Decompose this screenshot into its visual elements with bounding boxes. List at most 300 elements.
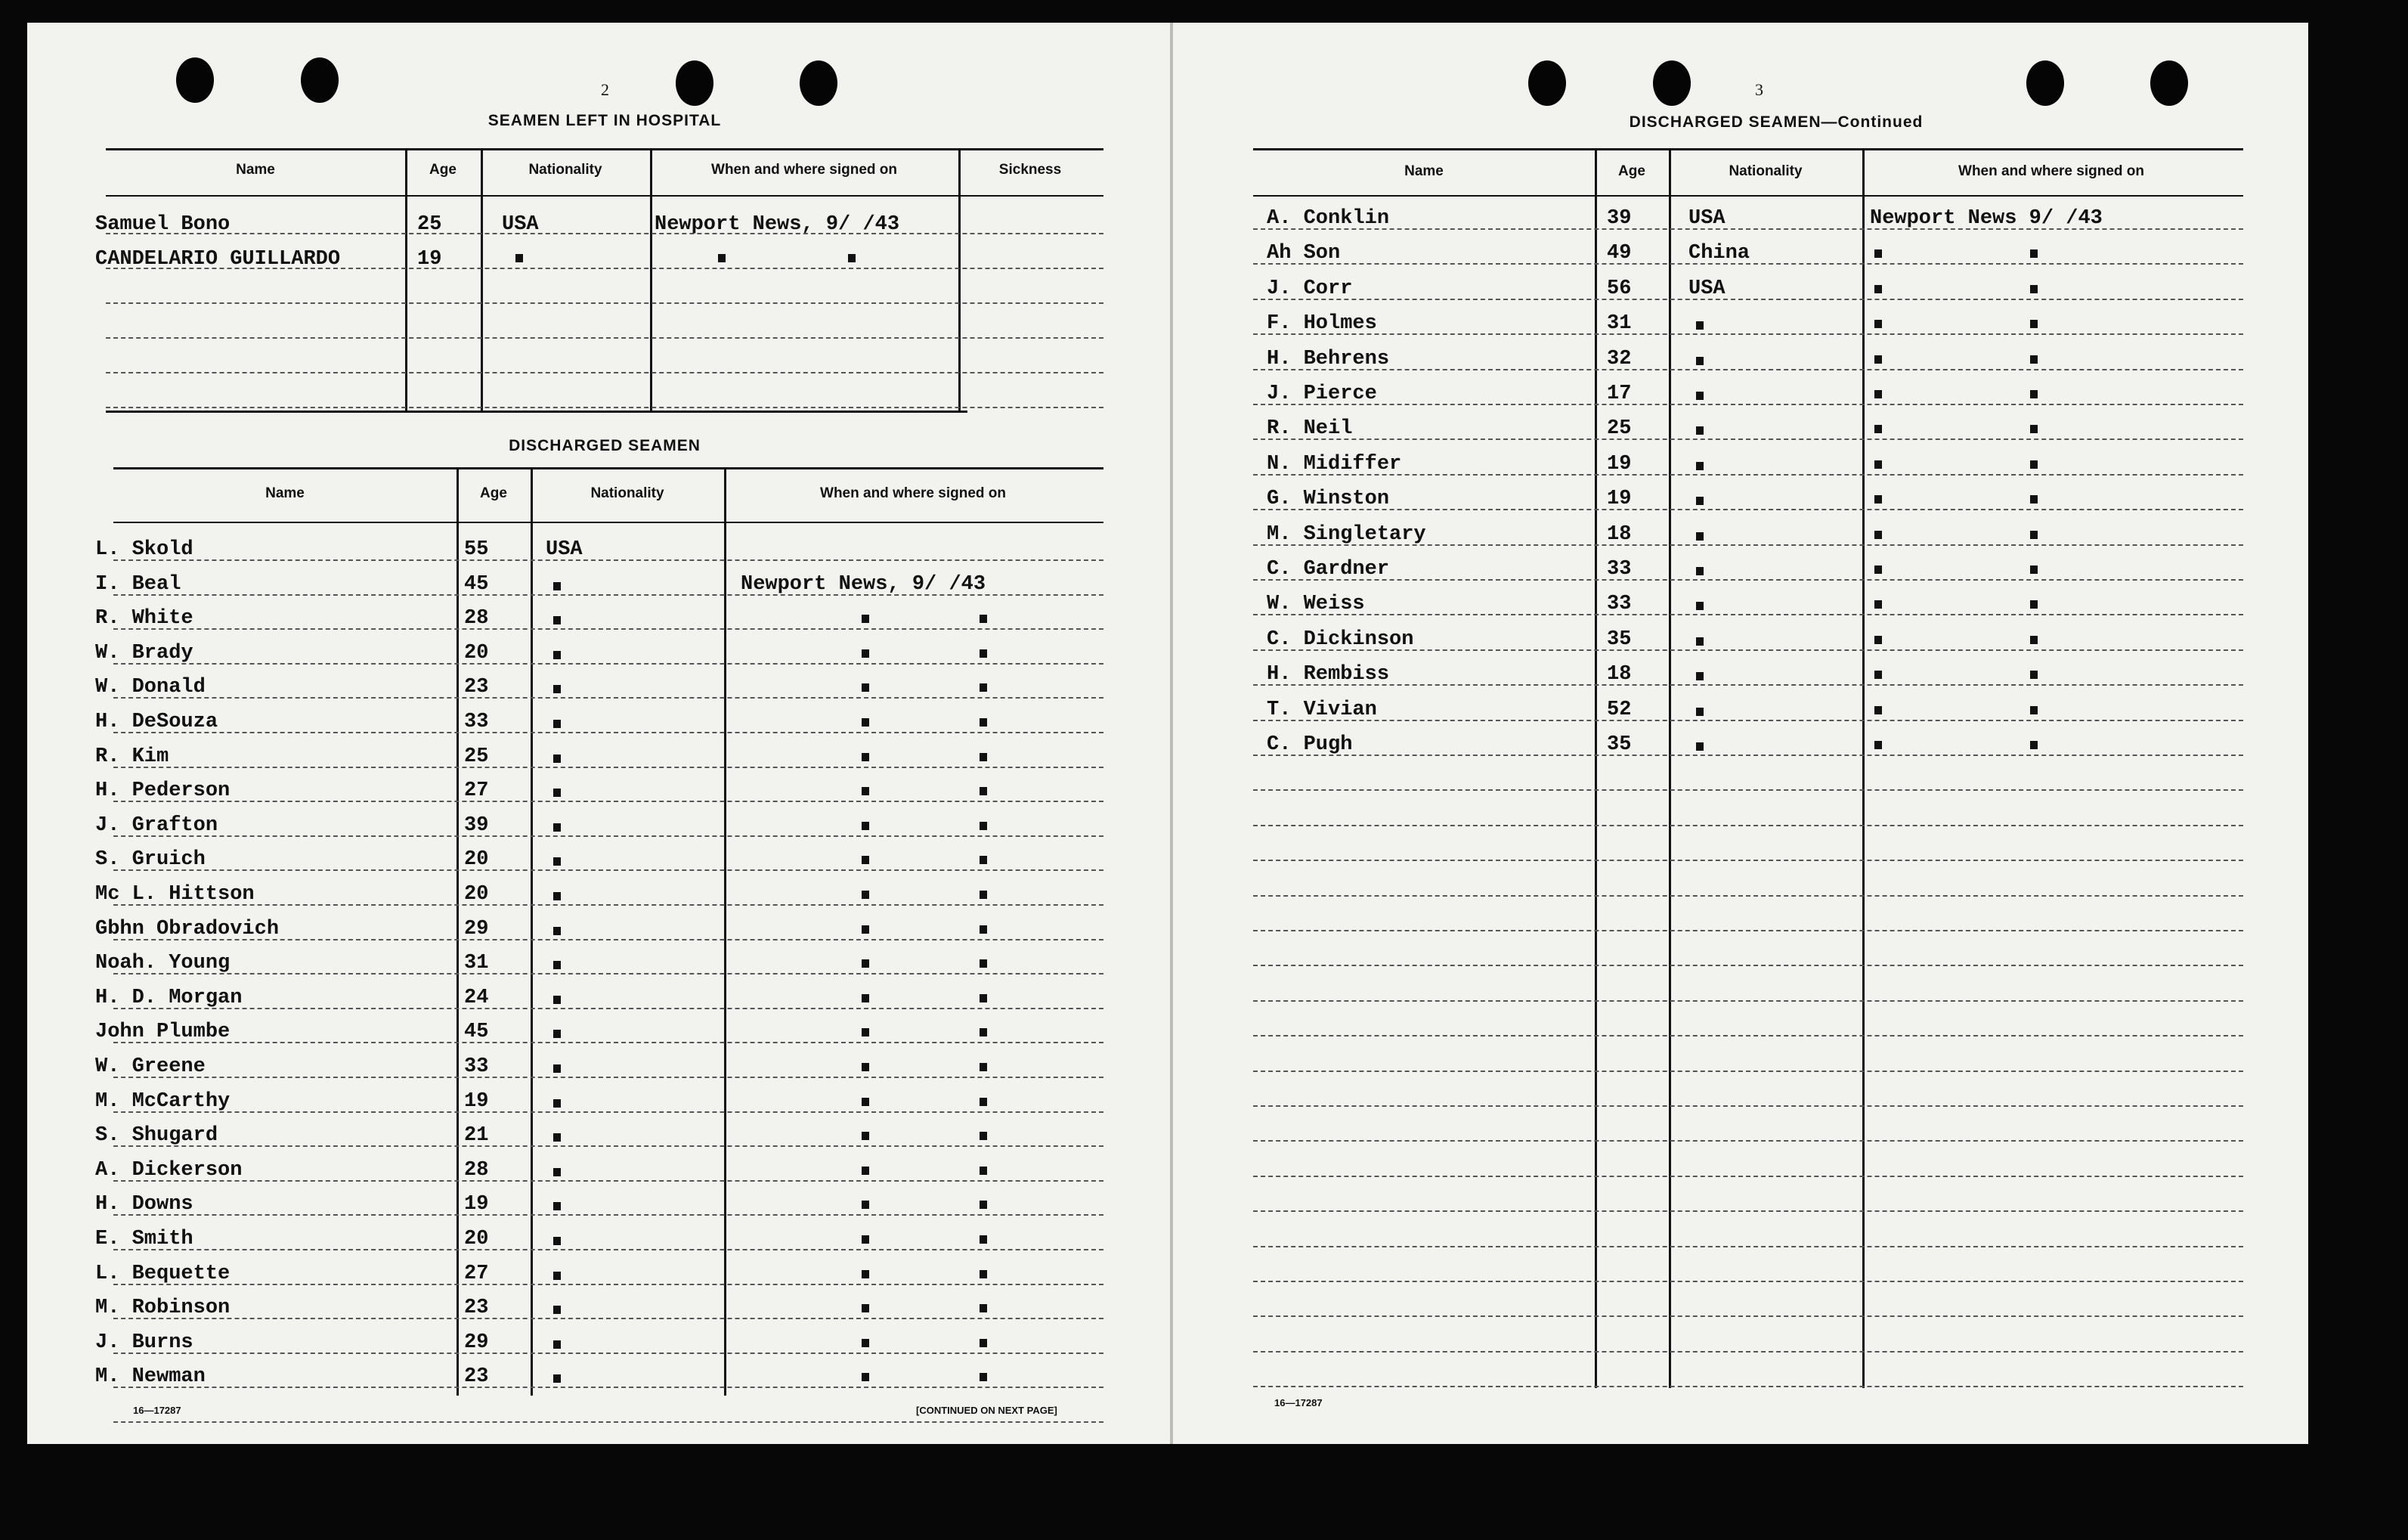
ruled-line xyxy=(113,559,1103,561)
discharged-name: E. Smith xyxy=(95,1228,193,1250)
ruled-line xyxy=(113,1077,1103,1078)
date-ditto-mark xyxy=(980,649,987,658)
place-ditto-mark xyxy=(862,1304,869,1312)
continued-note: [CONTINUED ON NEXT PAGE] xyxy=(916,1405,1057,1416)
discharged-name: I. Beal xyxy=(95,573,181,596)
ruled-line xyxy=(113,1284,1103,1285)
continued-name: R. Neil xyxy=(1267,417,1353,440)
place-ditto-mark xyxy=(862,1028,869,1036)
binder-hole xyxy=(301,57,339,103)
ruled-line xyxy=(106,302,1103,304)
place-ditto-mark xyxy=(862,1270,869,1278)
continued-age: 33 xyxy=(1607,593,1632,615)
date-ditto-mark xyxy=(2030,671,2038,679)
discharged-age: 20 xyxy=(464,1228,489,1250)
date-ditto-mark xyxy=(2030,636,2038,644)
date-ditto-mark xyxy=(2030,355,2038,364)
date-ditto-mark xyxy=(2030,285,2038,293)
ruled-line xyxy=(1253,614,2243,615)
table-rule xyxy=(113,522,1103,523)
binder-hole xyxy=(676,60,713,106)
discharged-age: 24 xyxy=(464,987,489,1009)
discharged-name: John Plumbe xyxy=(95,1021,231,1043)
date-ditto-mark xyxy=(2030,460,2038,469)
continued-name: H. Behrens xyxy=(1267,348,1390,370)
discharged-age: 29 xyxy=(464,918,489,940)
date-ditto-mark xyxy=(980,753,987,761)
discharged-age: 29 xyxy=(464,1331,489,1354)
date-ditto-mark xyxy=(980,615,987,623)
place-ditto-mark xyxy=(1874,531,1882,539)
nationality-ditto-mark xyxy=(1696,497,1704,505)
discharged-name: R. White xyxy=(95,607,193,630)
discharged-age: 33 xyxy=(464,1055,489,1078)
column-divider xyxy=(724,467,726,1396)
ruled-line xyxy=(1253,1035,2243,1036)
nationality-ditto-mark xyxy=(553,1202,561,1210)
place-ditto-mark xyxy=(1874,671,1882,679)
continued-name: W. Weiss xyxy=(1267,593,1365,615)
date-ditto-mark xyxy=(980,718,987,727)
continued-name: C. Gardner xyxy=(1267,558,1390,581)
continued-age: 25 xyxy=(1607,417,1632,440)
place-ditto-mark xyxy=(862,787,869,795)
ruled-line xyxy=(113,801,1103,802)
ruled-line xyxy=(1253,1351,2243,1353)
continued-header-name: Name xyxy=(1404,163,1444,179)
continued-age: 49 xyxy=(1607,242,1632,265)
discharged-name: Noah. Young xyxy=(95,952,231,975)
discharged-age: 20 xyxy=(464,848,489,871)
date-ditto-mark xyxy=(2030,600,2038,609)
page-number-left: 2 xyxy=(601,80,609,99)
manifest-sheet xyxy=(27,23,2308,1444)
nationality-ditto-mark xyxy=(553,857,561,866)
ruled-line xyxy=(1253,720,2243,721)
place-ditto-mark xyxy=(862,1373,869,1381)
place-ditto-mark xyxy=(1874,565,1882,574)
continued-name: H. Rembiss xyxy=(1267,663,1390,686)
discharged-age: 21 xyxy=(464,1124,489,1147)
continued-age: 32 xyxy=(1607,348,1632,370)
place-ditto-mark xyxy=(862,994,869,1002)
continued-age: 19 xyxy=(1607,453,1632,476)
continued-nationality: USA xyxy=(1688,277,1726,300)
discharged-age: 39 xyxy=(464,814,489,837)
ruled-line xyxy=(113,1214,1103,1216)
ruled-line xyxy=(113,732,1103,733)
place-ditto-mark xyxy=(1874,390,1882,398)
discharged-name: W. Greene xyxy=(95,1055,206,1078)
nationality-ditto-mark xyxy=(553,755,561,763)
nationality-ditto-mark xyxy=(553,961,561,969)
discharged-age: 20 xyxy=(464,642,489,665)
ruled-line xyxy=(1253,369,2243,370)
ruled-line xyxy=(1253,1071,2243,1072)
place-ditto-mark xyxy=(1874,249,1882,258)
nationality-ditto-mark xyxy=(553,1340,561,1349)
discharged-name: R. Kim xyxy=(95,745,169,768)
continued-age: 18 xyxy=(1607,523,1632,546)
nationality-ditto-mark xyxy=(1696,426,1704,435)
continued-age: 52 xyxy=(1607,699,1632,721)
ruled-line xyxy=(1253,1000,2243,1002)
ruled-line xyxy=(1253,1315,2243,1317)
column-divider xyxy=(457,467,459,1396)
date-ditto-mark xyxy=(2030,741,2038,749)
place-ditto-mark xyxy=(862,615,869,623)
ruled-line xyxy=(113,1353,1103,1354)
discharged-name: Gbhn Obradovich xyxy=(95,918,280,940)
table-rule xyxy=(106,148,1103,150)
ruled-line xyxy=(113,697,1103,699)
nationality-ditto-mark xyxy=(1696,567,1704,575)
discharged-name: H. Downs xyxy=(95,1193,193,1216)
continued-name: T. Vivian xyxy=(1267,699,1377,721)
date-ditto-mark xyxy=(2030,320,2038,328)
discharged-signed-on: Newport News, 9/ /43 xyxy=(741,573,986,596)
ruled-line xyxy=(1253,860,2243,861)
discharged-name: M. Newman xyxy=(95,1365,206,1388)
ruled-line xyxy=(113,767,1103,768)
date-ditto-mark xyxy=(980,1063,987,1071)
hospital-header-age: Age xyxy=(429,162,457,178)
ruled-line xyxy=(113,1318,1103,1319)
column-divider xyxy=(531,467,533,1396)
table-rule xyxy=(1253,148,2243,150)
place-ditto-mark xyxy=(862,718,869,727)
ruled-line xyxy=(1253,895,2243,897)
date-ditto-mark xyxy=(980,1304,987,1312)
discharged-name: J. Burns xyxy=(95,1331,193,1354)
discharged-age: 20 xyxy=(464,883,489,906)
place-ditto-mark xyxy=(862,683,869,692)
continued-name: A. Conklin xyxy=(1267,207,1390,230)
binder-hole xyxy=(2026,60,2064,106)
place-ditto-mark xyxy=(862,822,869,830)
binder-hole xyxy=(800,60,837,106)
continued-name: N. Midiffer xyxy=(1267,453,1402,476)
discharged-age: 28 xyxy=(464,607,489,630)
place-ditto-mark xyxy=(862,649,869,658)
ruled-line xyxy=(113,1387,1103,1388)
discharged-age: 33 xyxy=(464,711,489,733)
discharged-continued-title: DISCHARGED SEAMEN—Continued xyxy=(1629,113,1924,131)
date-ditto-mark xyxy=(980,1201,987,1209)
place-ditto-mark xyxy=(862,891,869,899)
discharged-nationality: USA xyxy=(546,538,583,561)
ruled-line xyxy=(1253,1281,2243,1282)
discharged-age: 23 xyxy=(464,676,489,699)
discharged-name: S. Shugard xyxy=(95,1124,218,1147)
nationality-ditto-mark xyxy=(553,1099,561,1108)
hospital-section-title: SEAMEN LEFT IN HOSPITAL xyxy=(487,112,722,129)
place-ditto-mark xyxy=(1874,706,1882,714)
hospital-header-sickness: Sickness xyxy=(998,162,1062,178)
date-ditto-mark xyxy=(848,254,856,262)
ruled-line xyxy=(1253,755,2243,756)
hospital-header-signed-on: When and where signed on xyxy=(711,162,897,178)
date-ditto-mark xyxy=(980,683,987,692)
ruled-line xyxy=(113,904,1103,906)
date-ditto-mark xyxy=(980,925,987,934)
discharged-name: W. Brady xyxy=(95,642,193,665)
nationality-ditto-mark xyxy=(553,685,561,693)
nationality-ditto-mark xyxy=(1696,708,1704,716)
place-ditto-mark xyxy=(1874,495,1882,504)
ruled-line xyxy=(113,1249,1103,1250)
nationality-ditto-mark xyxy=(1696,392,1704,400)
place-ditto-mark xyxy=(862,1167,869,1175)
date-ditto-mark xyxy=(980,1167,987,1175)
ruled-line xyxy=(1253,930,2243,931)
nationality-ditto-mark xyxy=(515,254,523,262)
binder-hole xyxy=(2150,60,2188,106)
continued-name: Ah Son xyxy=(1267,242,1341,265)
ruled-line xyxy=(113,1421,1103,1423)
continued-name: C. Pugh xyxy=(1267,733,1353,756)
discharged-header-name: Name xyxy=(265,485,305,501)
continued-age: 35 xyxy=(1607,733,1632,756)
place-ditto-mark xyxy=(862,925,869,934)
nationality-ditto-mark xyxy=(553,1306,561,1314)
discharged-name: L. Bequette xyxy=(95,1263,231,1285)
discharged-name: M. Robinson xyxy=(95,1297,231,1319)
continued-name: C. Dickinson xyxy=(1267,628,1414,651)
place-ditto-mark xyxy=(862,1201,869,1209)
date-ditto-mark xyxy=(2030,495,2038,504)
place-ditto-mark xyxy=(862,1063,869,1071)
place-ditto-mark xyxy=(862,1339,869,1347)
nationality-ditto-mark xyxy=(553,616,561,624)
ruled-line xyxy=(1253,438,2243,440)
hospital-age: 19 xyxy=(417,248,442,271)
ruled-line xyxy=(113,1180,1103,1182)
nationality-ditto-mark xyxy=(553,1168,561,1176)
date-ditto-mark xyxy=(2030,425,2038,433)
discharged-age: 23 xyxy=(464,1365,489,1388)
nationality-ditto-mark xyxy=(553,720,561,728)
ruled-line xyxy=(113,663,1103,665)
ruled-line xyxy=(113,628,1103,630)
place-ditto-mark xyxy=(1874,636,1882,644)
discharged-age: 27 xyxy=(464,779,489,802)
place-ditto-mark xyxy=(1874,460,1882,469)
place-ditto-mark xyxy=(862,1098,869,1106)
continued-age: 33 xyxy=(1607,558,1632,581)
place-ditto-mark xyxy=(1874,355,1882,364)
discharged-age: 31 xyxy=(464,952,489,975)
page-number-right: 3 xyxy=(1755,80,1763,99)
date-ditto-mark xyxy=(980,1235,987,1244)
hospital-name: CANDELARIO GUILLARDO xyxy=(95,248,341,271)
hospital-age: 25 xyxy=(417,213,442,236)
discharged-age: 28 xyxy=(464,1159,489,1182)
nationality-ditto-mark xyxy=(553,789,561,797)
discharged-name: Mc L. Hittson xyxy=(95,883,255,906)
ruled-line xyxy=(1253,789,2243,791)
binder-hole xyxy=(1653,60,1691,106)
discharged-age: 23 xyxy=(464,1297,489,1319)
nationality-ditto-mark xyxy=(553,582,561,590)
continued-name: G. Winston xyxy=(1267,488,1390,510)
nationality-ditto-mark xyxy=(1696,532,1704,541)
continued-name: F. Holmes xyxy=(1267,312,1377,335)
continued-age: 35 xyxy=(1607,628,1632,651)
continued-age: 31 xyxy=(1607,312,1632,335)
nationality-ditto-mark xyxy=(1696,462,1704,470)
continued-header-nationality: Nationality xyxy=(1729,163,1803,179)
discharged-age: 45 xyxy=(464,573,489,596)
place-ditto-mark xyxy=(718,254,726,262)
date-ditto-mark xyxy=(980,1028,987,1036)
date-ditto-mark xyxy=(980,787,987,795)
place-ditto-mark xyxy=(1874,741,1882,749)
nationality-ditto-mark xyxy=(553,1064,561,1073)
date-ditto-mark xyxy=(980,1270,987,1278)
place-ditto-mark xyxy=(862,856,869,864)
discharged-age: 19 xyxy=(464,1090,489,1113)
nationality-ditto-mark xyxy=(1696,321,1704,330)
nationality-ditto-mark xyxy=(553,996,561,1004)
hospital-signed-on: Newport News, 9/ /43 xyxy=(655,213,900,236)
continued-name: M. Singletary xyxy=(1267,523,1426,546)
page-fold xyxy=(1170,23,1173,1444)
ruled-line xyxy=(1253,1246,2243,1247)
ruled-line xyxy=(1253,1140,2243,1142)
date-ditto-mark xyxy=(980,1373,987,1381)
place-ditto-mark xyxy=(862,1235,869,1244)
ruled-line xyxy=(1253,333,2243,335)
date-ditto-mark xyxy=(980,1132,987,1140)
ruled-line xyxy=(1253,509,2243,510)
ruled-line xyxy=(106,372,1103,373)
continued-age: 56 xyxy=(1607,277,1632,300)
discharged-name: H. Pederson xyxy=(95,779,231,802)
place-ditto-mark xyxy=(1874,320,1882,328)
hospital-nationality: USA xyxy=(502,213,539,236)
nationality-ditto-mark xyxy=(553,892,561,900)
ruled-line xyxy=(106,407,1103,408)
date-ditto-mark xyxy=(980,994,987,1002)
ruled-line xyxy=(113,973,1103,975)
table-rule xyxy=(106,195,1103,197)
place-ditto-mark xyxy=(862,1132,869,1140)
discharged-age: 45 xyxy=(464,1021,489,1043)
discharged-header-signed-on: When and where signed on xyxy=(820,485,1006,501)
continued-nationality: China xyxy=(1688,242,1750,265)
date-ditto-mark xyxy=(2030,531,2038,539)
continued-name: J. Pierce xyxy=(1267,383,1377,405)
continued-header-age: Age xyxy=(1618,163,1645,179)
date-ditto-mark xyxy=(980,856,987,864)
discharged-name: H. DeSouza xyxy=(95,711,218,733)
nationality-ditto-mark xyxy=(553,1237,561,1245)
ruled-line xyxy=(106,233,1103,234)
discharged-name: H. D. Morgan xyxy=(95,987,243,1009)
ruled-line xyxy=(106,337,1103,339)
nationality-ditto-mark xyxy=(553,651,561,659)
ruled-line xyxy=(113,1145,1103,1147)
continued-nationality: USA xyxy=(1688,207,1726,230)
discharged-header-age: Age xyxy=(480,485,507,501)
form-number-right: 16—17287 xyxy=(1274,1397,1323,1408)
hospital-header-name: Name xyxy=(236,162,275,178)
discharged-section-title: DISCHARGED SEAMEN xyxy=(509,437,701,454)
nationality-ditto-mark xyxy=(553,1030,561,1038)
continued-age: 17 xyxy=(1607,383,1632,405)
nationality-ditto-mark xyxy=(1696,637,1704,646)
nationality-ditto-mark xyxy=(553,927,561,935)
date-ditto-mark xyxy=(2030,706,2038,714)
date-ditto-mark xyxy=(980,891,987,899)
continued-age: 18 xyxy=(1607,663,1632,686)
continued-age: 39 xyxy=(1607,207,1632,230)
date-ditto-mark xyxy=(980,1339,987,1347)
date-ditto-mark xyxy=(2030,390,2038,398)
nationality-ditto-mark xyxy=(553,1272,561,1280)
binder-hole xyxy=(1528,60,1566,106)
ruled-line xyxy=(1253,1210,2243,1212)
date-ditto-mark xyxy=(980,1098,987,1106)
place-ditto-mark xyxy=(1874,285,1882,293)
nationality-ditto-mark xyxy=(1696,672,1704,680)
place-ditto-mark xyxy=(1874,600,1882,609)
discharged-name: M. McCarthy xyxy=(95,1090,231,1113)
discharged-name: L. Skold xyxy=(95,538,193,561)
ruled-line xyxy=(1253,825,2243,826)
ruled-line xyxy=(1253,474,2243,476)
continued-name: J. Corr xyxy=(1267,277,1353,300)
nationality-ditto-mark xyxy=(1696,602,1704,610)
discharged-header-nationality: Nationality xyxy=(590,485,664,501)
place-ditto-mark xyxy=(862,959,869,968)
continued-signed-on: Newport News 9/ /43 xyxy=(1870,207,2103,230)
nationality-ditto-mark xyxy=(553,823,561,832)
table-rule xyxy=(106,411,967,413)
nationality-ditto-mark xyxy=(553,1133,561,1142)
place-ditto-mark xyxy=(862,753,869,761)
ruled-line xyxy=(1253,299,2243,300)
ruled-line xyxy=(113,869,1103,871)
hospital-name: Samuel Bono xyxy=(95,213,231,236)
table-rule xyxy=(1253,195,2243,197)
nationality-ditto-mark xyxy=(1696,357,1704,365)
discharged-age: 55 xyxy=(464,538,489,561)
ruled-line xyxy=(113,835,1103,837)
discharged-name: S. Gruich xyxy=(95,848,206,871)
ruled-line xyxy=(113,1111,1103,1113)
ruled-line xyxy=(1253,1176,2243,1177)
discharged-age: 27 xyxy=(464,1263,489,1285)
discharged-name: W. Donald xyxy=(95,676,206,699)
discharged-age: 25 xyxy=(464,745,489,768)
form-number-left: 16—17287 xyxy=(133,1405,181,1416)
continued-age: 19 xyxy=(1607,488,1632,510)
date-ditto-mark xyxy=(2030,565,2038,574)
date-ditto-mark xyxy=(980,822,987,830)
ruled-line xyxy=(1253,1386,2243,1387)
discharged-name: A. Dickerson xyxy=(95,1159,243,1182)
place-ditto-mark xyxy=(1874,425,1882,433)
ruled-line xyxy=(113,1008,1103,1009)
ruled-line xyxy=(113,1042,1103,1043)
nationality-ditto-mark xyxy=(553,1374,561,1383)
binder-hole xyxy=(176,57,214,103)
ruled-line xyxy=(1253,579,2243,581)
ruled-line xyxy=(1253,1105,2243,1107)
continued-header-signed-on: When and where signed on xyxy=(1958,163,2144,179)
